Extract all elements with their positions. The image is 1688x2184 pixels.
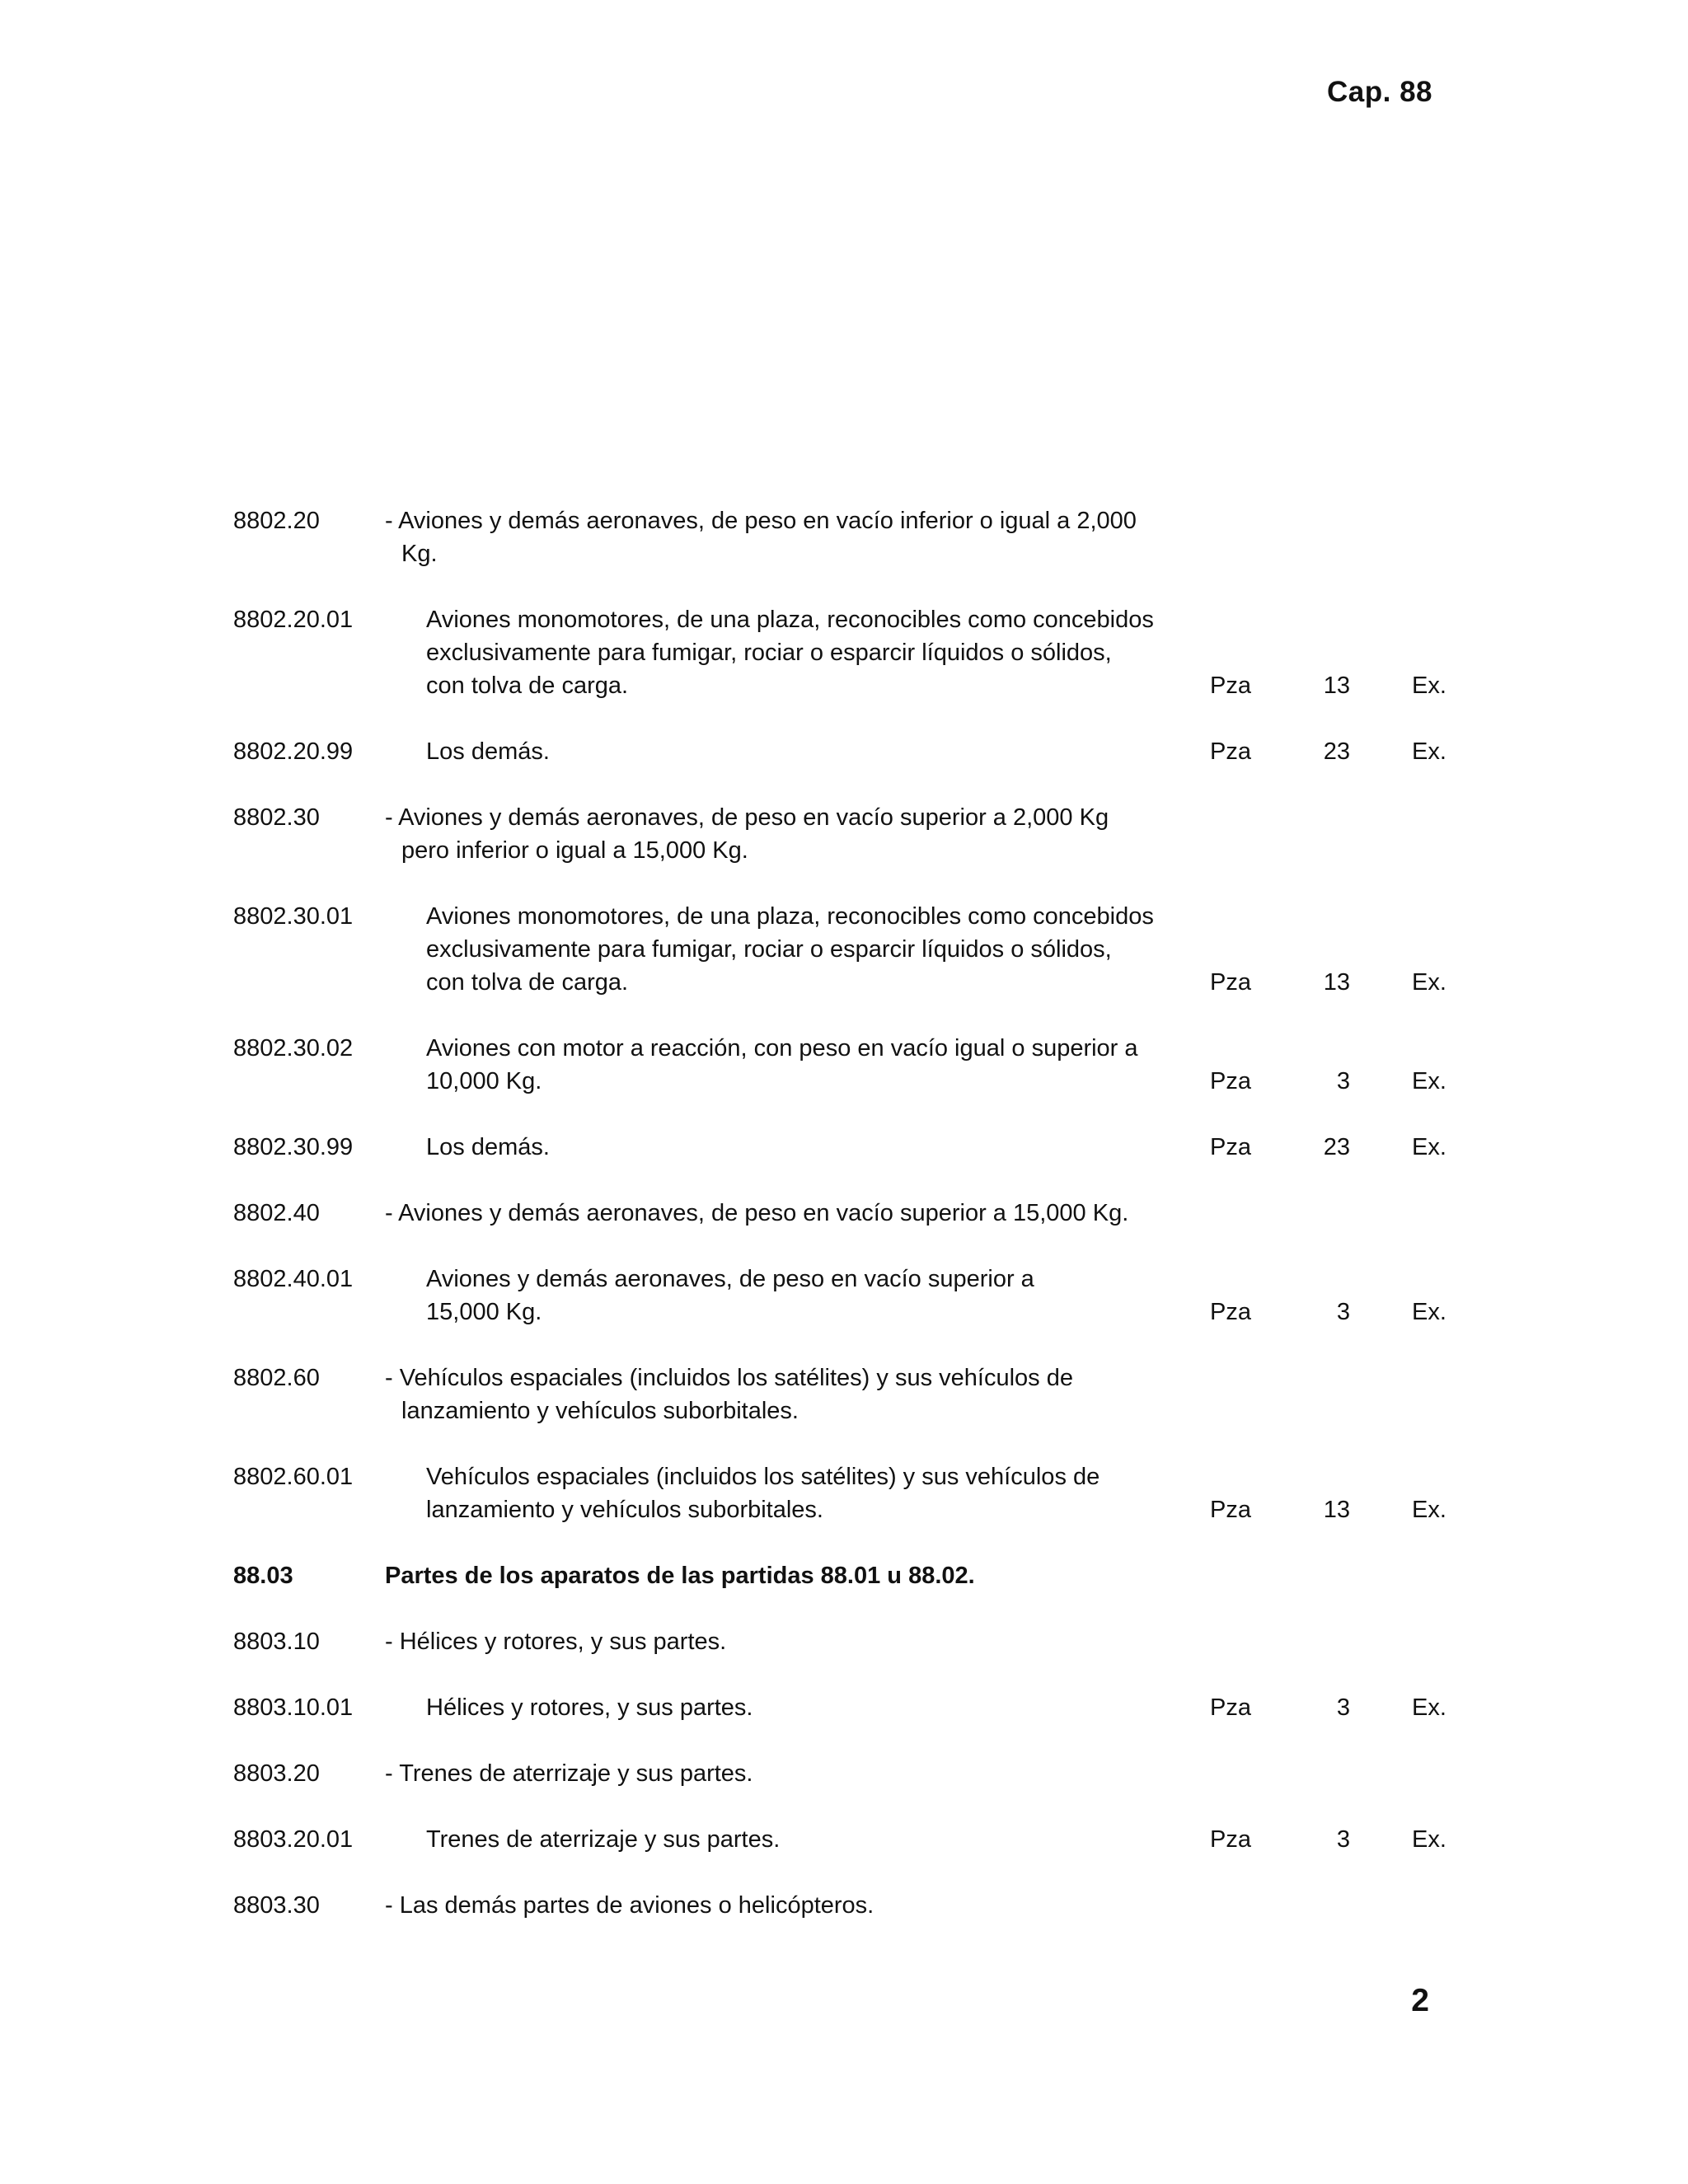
tariff-status: Ex. <box>1412 1497 1447 1523</box>
tariff-row <box>0 1263 1688 1329</box>
tariff-code: 8802.30.02 <box>233 1035 354 1062</box>
tariff-description: Partes de los aparatos de las partidas 88.01 u 88.02. <box>385 1563 975 1589</box>
tariff-list <box>0 504 1688 1955</box>
tariff-rate: 23 <box>1323 1134 1350 1160</box>
tariff-unit: Pza <box>1210 1497 1251 1523</box>
tariff-row <box>0 735 1688 768</box>
tariff-unit: Pza <box>1210 1299 1251 1325</box>
tariff-code: 8803.20.01 <box>233 1826 354 1853</box>
tariff-row <box>0 603 1688 702</box>
tariff-description: Aviones con motor a reacción, con peso en vacío igual o superior a 10,000 Kg. <box>426 1035 1138 1094</box>
tariff-description: Aviones y demás aeronaves, de peso en vacío superior a 15,000 Kg. <box>426 1266 1034 1325</box>
tariff-status: Ex. <box>1412 1826 1447 1853</box>
tariff-status: Ex. <box>1412 1134 1447 1160</box>
tariff-unit: Pza <box>1210 738 1251 765</box>
tariff-code: 8802.30 <box>233 804 320 831</box>
tariff-code: 8802.40.01 <box>233 1266 354 1292</box>
tariff-status: Ex. <box>1412 673 1447 699</box>
tariff-row <box>0 1197 1688 1230</box>
tariff-row <box>0 1625 1688 1658</box>
chapter-header: Cap. 88 <box>1327 76 1432 108</box>
tariff-row <box>0 900 1688 999</box>
tariff-rate: 3 <box>1336 1068 1350 1094</box>
tariff-code: 8802.30.99 <box>233 1134 354 1160</box>
tariff-description: Los demás. <box>426 1134 550 1160</box>
tariff-description: - Aviones y demás aeronaves, de peso en vacío inferior o igual a 2,000 Kg. <box>385 508 1137 567</box>
tariff-rate: 23 <box>1323 738 1350 765</box>
tariff-status: Ex. <box>1412 1694 1447 1721</box>
tariff-description: Vehículos espaciales (incluidos los satélites) y sus vehículos de lanzamiento y vehículos suborbitales. <box>426 1464 1100 1523</box>
tariff-row <box>0 1131 1688 1164</box>
tariff-row <box>0 801 1688 867</box>
tariff-rate: 3 <box>1336 1694 1350 1721</box>
page-number: 2 <box>1411 1983 1429 2018</box>
tariff-row <box>0 1889 1688 1922</box>
tariff-row <box>0 1032 1688 1098</box>
tariff-rate: 13 <box>1323 969 1350 996</box>
tariff-status: Ex. <box>1412 1068 1447 1094</box>
tariff-code: 8802.20.01 <box>233 607 354 633</box>
tariff-unit: Pza <box>1210 673 1251 699</box>
tariff-code: 8802.20 <box>233 508 320 534</box>
tariff-description: - Aviones y demás aeronaves, de peso en vacío superior a 15,000 Kg. <box>385 1200 1129 1226</box>
tariff-code: 8802.20.99 <box>233 738 354 765</box>
tariff-code: 8802.30.01 <box>233 903 354 930</box>
tariff-row <box>0 1823 1688 1856</box>
tariff-description: - Hélices y rotores, y sus partes. <box>385 1629 727 1655</box>
tariff-description: Aviones monomotores, de una plaza, reconocibles como concebidos exclusivamente para fumigar, rociar o esparcir líquidos o sólidos, con tolva de carga. <box>426 607 1154 699</box>
tariff-code: 8803.10.01 <box>233 1694 354 1721</box>
tariff-rate: 3 <box>1336 1826 1350 1853</box>
tariff-status: Ex. <box>1412 1299 1447 1325</box>
tariff-status: Ex. <box>1412 969 1447 996</box>
tariff-code: 88.03 <box>233 1563 293 1589</box>
tariff-description: Trenes de aterrizaje y sus partes. <box>426 1826 781 1853</box>
tariff-description: Los demás. <box>426 738 550 765</box>
tariff-unit: Pza <box>1210 1694 1251 1721</box>
tariff-description: Hélices y rotores, y sus partes. <box>426 1694 753 1721</box>
tariff-status: Ex. <box>1412 738 1447 765</box>
tariff-row <box>0 1757 1688 1790</box>
tariff-code: 8802.40 <box>233 1200 320 1226</box>
tariff-rate: 3 <box>1336 1299 1350 1325</box>
tariff-description: - Vehículos espaciales (incluidos los satélites) y sus vehículos de lanzamiento y vehículos suborbitales. <box>385 1365 1073 1424</box>
tariff-unit: Pza <box>1210 1826 1251 1853</box>
tariff-rate: 13 <box>1323 1497 1350 1523</box>
tariff-unit: Pza <box>1210 1068 1251 1094</box>
tariff-description: - Las demás partes de aviones o helicópteros. <box>385 1892 874 1919</box>
tariff-code: 8803.30 <box>233 1892 320 1919</box>
tariff-description: Aviones monomotores, de una plaza, reconocibles como concebidos exclusivamente para fumigar, rociar o esparcir líquidos o sólidos, con tolva de carga. <box>426 903 1154 996</box>
tariff-code: 8802.60 <box>233 1365 320 1391</box>
tariff-heading-row <box>0 1559 1688 1592</box>
tariff-row <box>0 1361 1688 1427</box>
tariff-code: 8803.10 <box>233 1629 320 1655</box>
tariff-unit: Pza <box>1210 969 1251 996</box>
tariff-description: - Aviones y demás aeronaves, de peso en vacío superior a 2,000 Kg pero inferior o igual a 15,000 Kg. <box>385 804 1109 864</box>
tariff-row <box>0 504 1688 570</box>
tariff-description: - Trenes de aterrizaje y sus partes. <box>385 1760 753 1787</box>
tariff-row <box>0 1460 1688 1526</box>
tariff-rate: 13 <box>1323 673 1350 699</box>
tariff-code: 8802.60.01 <box>233 1464 354 1490</box>
tariff-code: 8803.20 <box>233 1760 320 1787</box>
tariff-unit: Pza <box>1210 1134 1251 1160</box>
tariff-row <box>0 1691 1688 1724</box>
